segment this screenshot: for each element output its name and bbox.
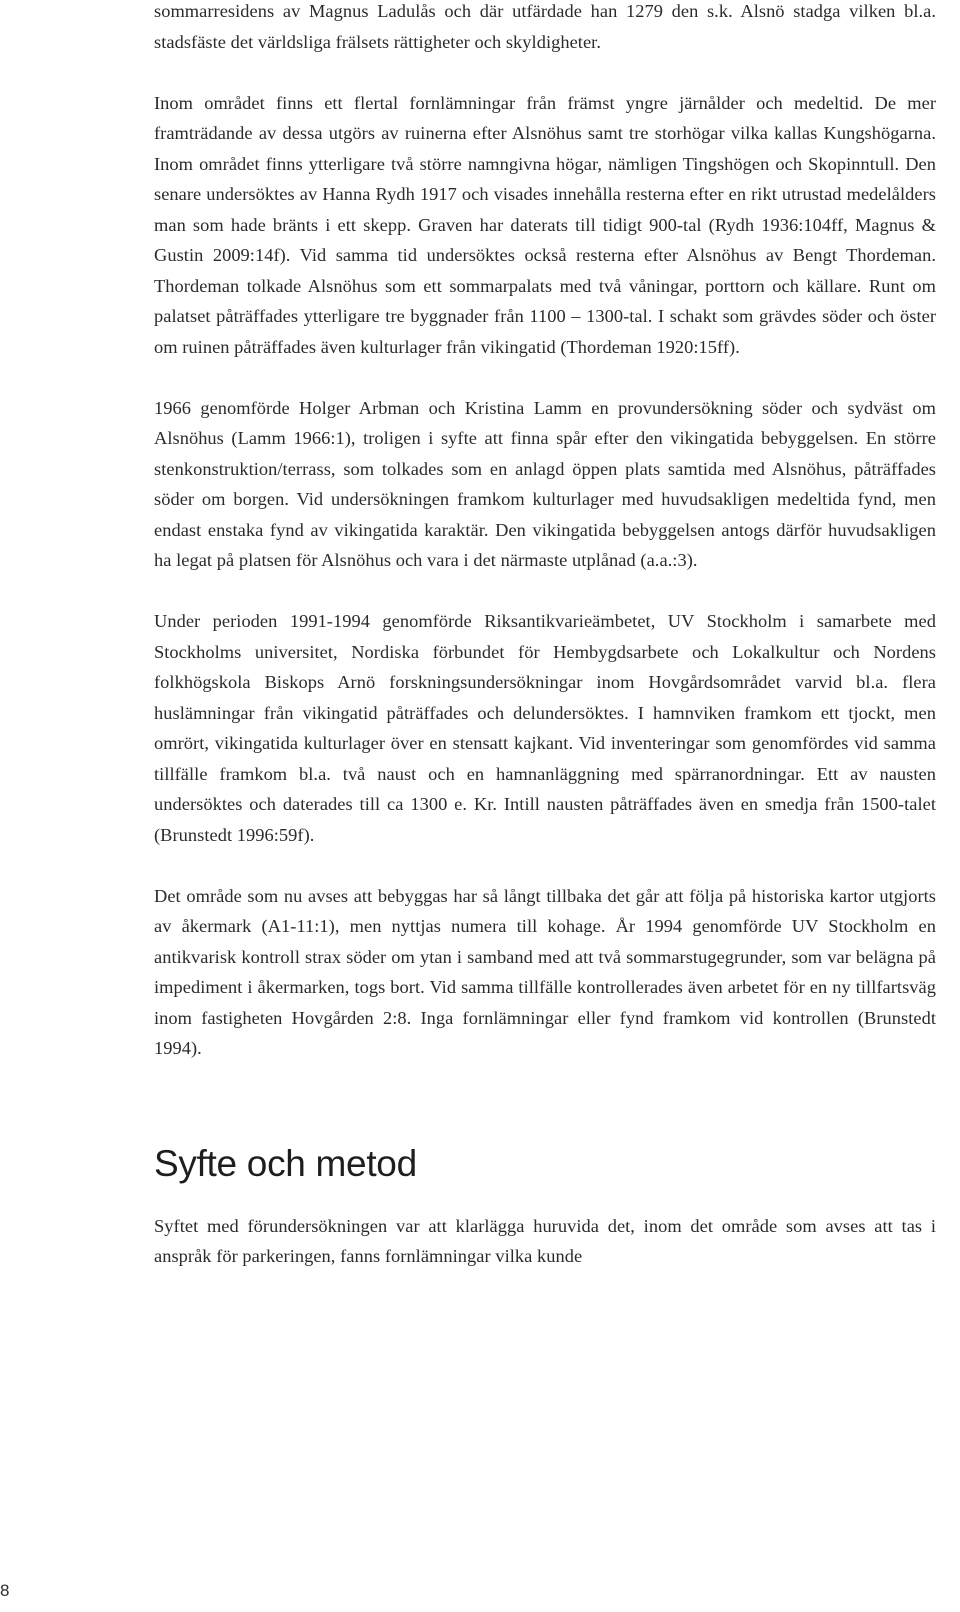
paragraph-undersokningar-1991-1994: Under perioden 1991-1994 genomförde Riksantikvarieämbetet, UV Stockholm i samarbete med Stockholms universitet, Nordiska förbundet för Hembygdsarbete och Lokalkultur och Nordens folkhögskola Biskops Arnö forskningsundersökningar inom Hovgårdsområdet varvid bl.a. flera huslämningar från vikingatid påträffades och delundersöktes. I hamnviken framkom ett tjockt, men omrört, vikingatida kulturlager över en stensatt kajkant. Vid inventeringar som genomfördes vid samma tillfälle framkom bl.a. två naust och en hamnanläggning med spärranordningar. Ett av nausten undersöktes och daterades till ca 1300 e. Kr. Intill nausten påträffades även en smedja från 1500-talet (Brunstedt 1996:59f). bbox=[154, 611, 936, 845]
paragraph-fornlamningar: Inom området finns ett flertal fornlämningar från främst yngre järnålder och medeltid. De mer framträdande av dessa utgörs av ruinerna efter Alsnöhus samt tre storhögar vilka kallas Kungshögarna. Inom området finns ytterligare två större namngivna högar, nämligen Tingshögen och Skopinntull. Den senare undersöktes av Hanna Rydh 1917 och visades innehålla resterna efter en rikt utrustad medelålders man som hade bränts i ett skepp. Graven har daterats till tidigt 900-tal (Rydh 1936:104ff, Magnus & Gustin 2009:14f). Vid samma tid undersöktes också resterna efter Alsnöhus av Bengt Thordeman. Thordeman tolkade Alsnöhus som ett sommarpalats med två våningar, porttorn och källare. Runt om palatset påträffades ytterligare tre byggnader från 1100 – 1300-tal. I schakt som grävdes söder och öster om ruinen påträffades även kulturlager från vikingatid (Thordeman 1920:15ff). bbox=[154, 92, 936, 357]
paragraph-provundersokning-1966: 1966 genomförde Holger Arbman och Kristina Lamm en provundersökning söder och sydväst om Alsnöhus (Lamm 1966:1), troligen i syfte att finna spår efter den vikingatida bebyggelsen. En större stenkonstruktion/terrass, som tolkades som en anlagd öppen plats samtida med Alsnöhus, påträffades söder om borgen. Vid undersökningen framkom kulturlager med huvudsakligen medeltida fynd, men endast enstaka fynd av vikingatida karaktär. Den vikingatida bebyggelsen antogs därför huvudsakligen ha legat på platsen för Alsnöhus och vara i det närmaste utplånad (a.a.:3). bbox=[154, 397, 936, 570]
paragraph-alsno-stadga: sommarresidens av Magnus Ladulås och där utfärdade han 1279 den s.k. Alsnö stadga vilken bl.a. stadsfäste det världsliga frälsets rättigheter och skyldigheter. bbox=[154, 1, 936, 52]
page-number: 8 bbox=[0, 1581, 10, 1600]
paragraph-syfte: Syftet med förundersökningen var att klarlägga huruvida det, inom det område som avses att tas i anspråk för parkeringen, fanns fornlämningar vilka kunde bbox=[154, 1215, 936, 1266]
section-heading: Syfte och metod bbox=[154, 1142, 417, 1184]
paragraph-omradet-akermark: Det område som nu avses att bebyggas har så långt tillbaka det går att följa på historiska kartor utgjorts av åkermark (A1-11:1), men nyttjas numera till kohage. År 1994 genomförde UV Stockholm en antikvarisk kontroll strax söder om ytan i samband med att två sommarstugegrunder, som var belägna på impediment i åkermarken, togs bort. Vid samma tillfälle kontrollerades även arbetet för en ny tillfartsväg inom fastigheten Hovgården 2:8. Inga fornlämningar eller fynd framkom vid kontrollen (Brunstedt 1994). bbox=[154, 885, 936, 1058]
document-page bbox=[154, 0, 936, 1272]
